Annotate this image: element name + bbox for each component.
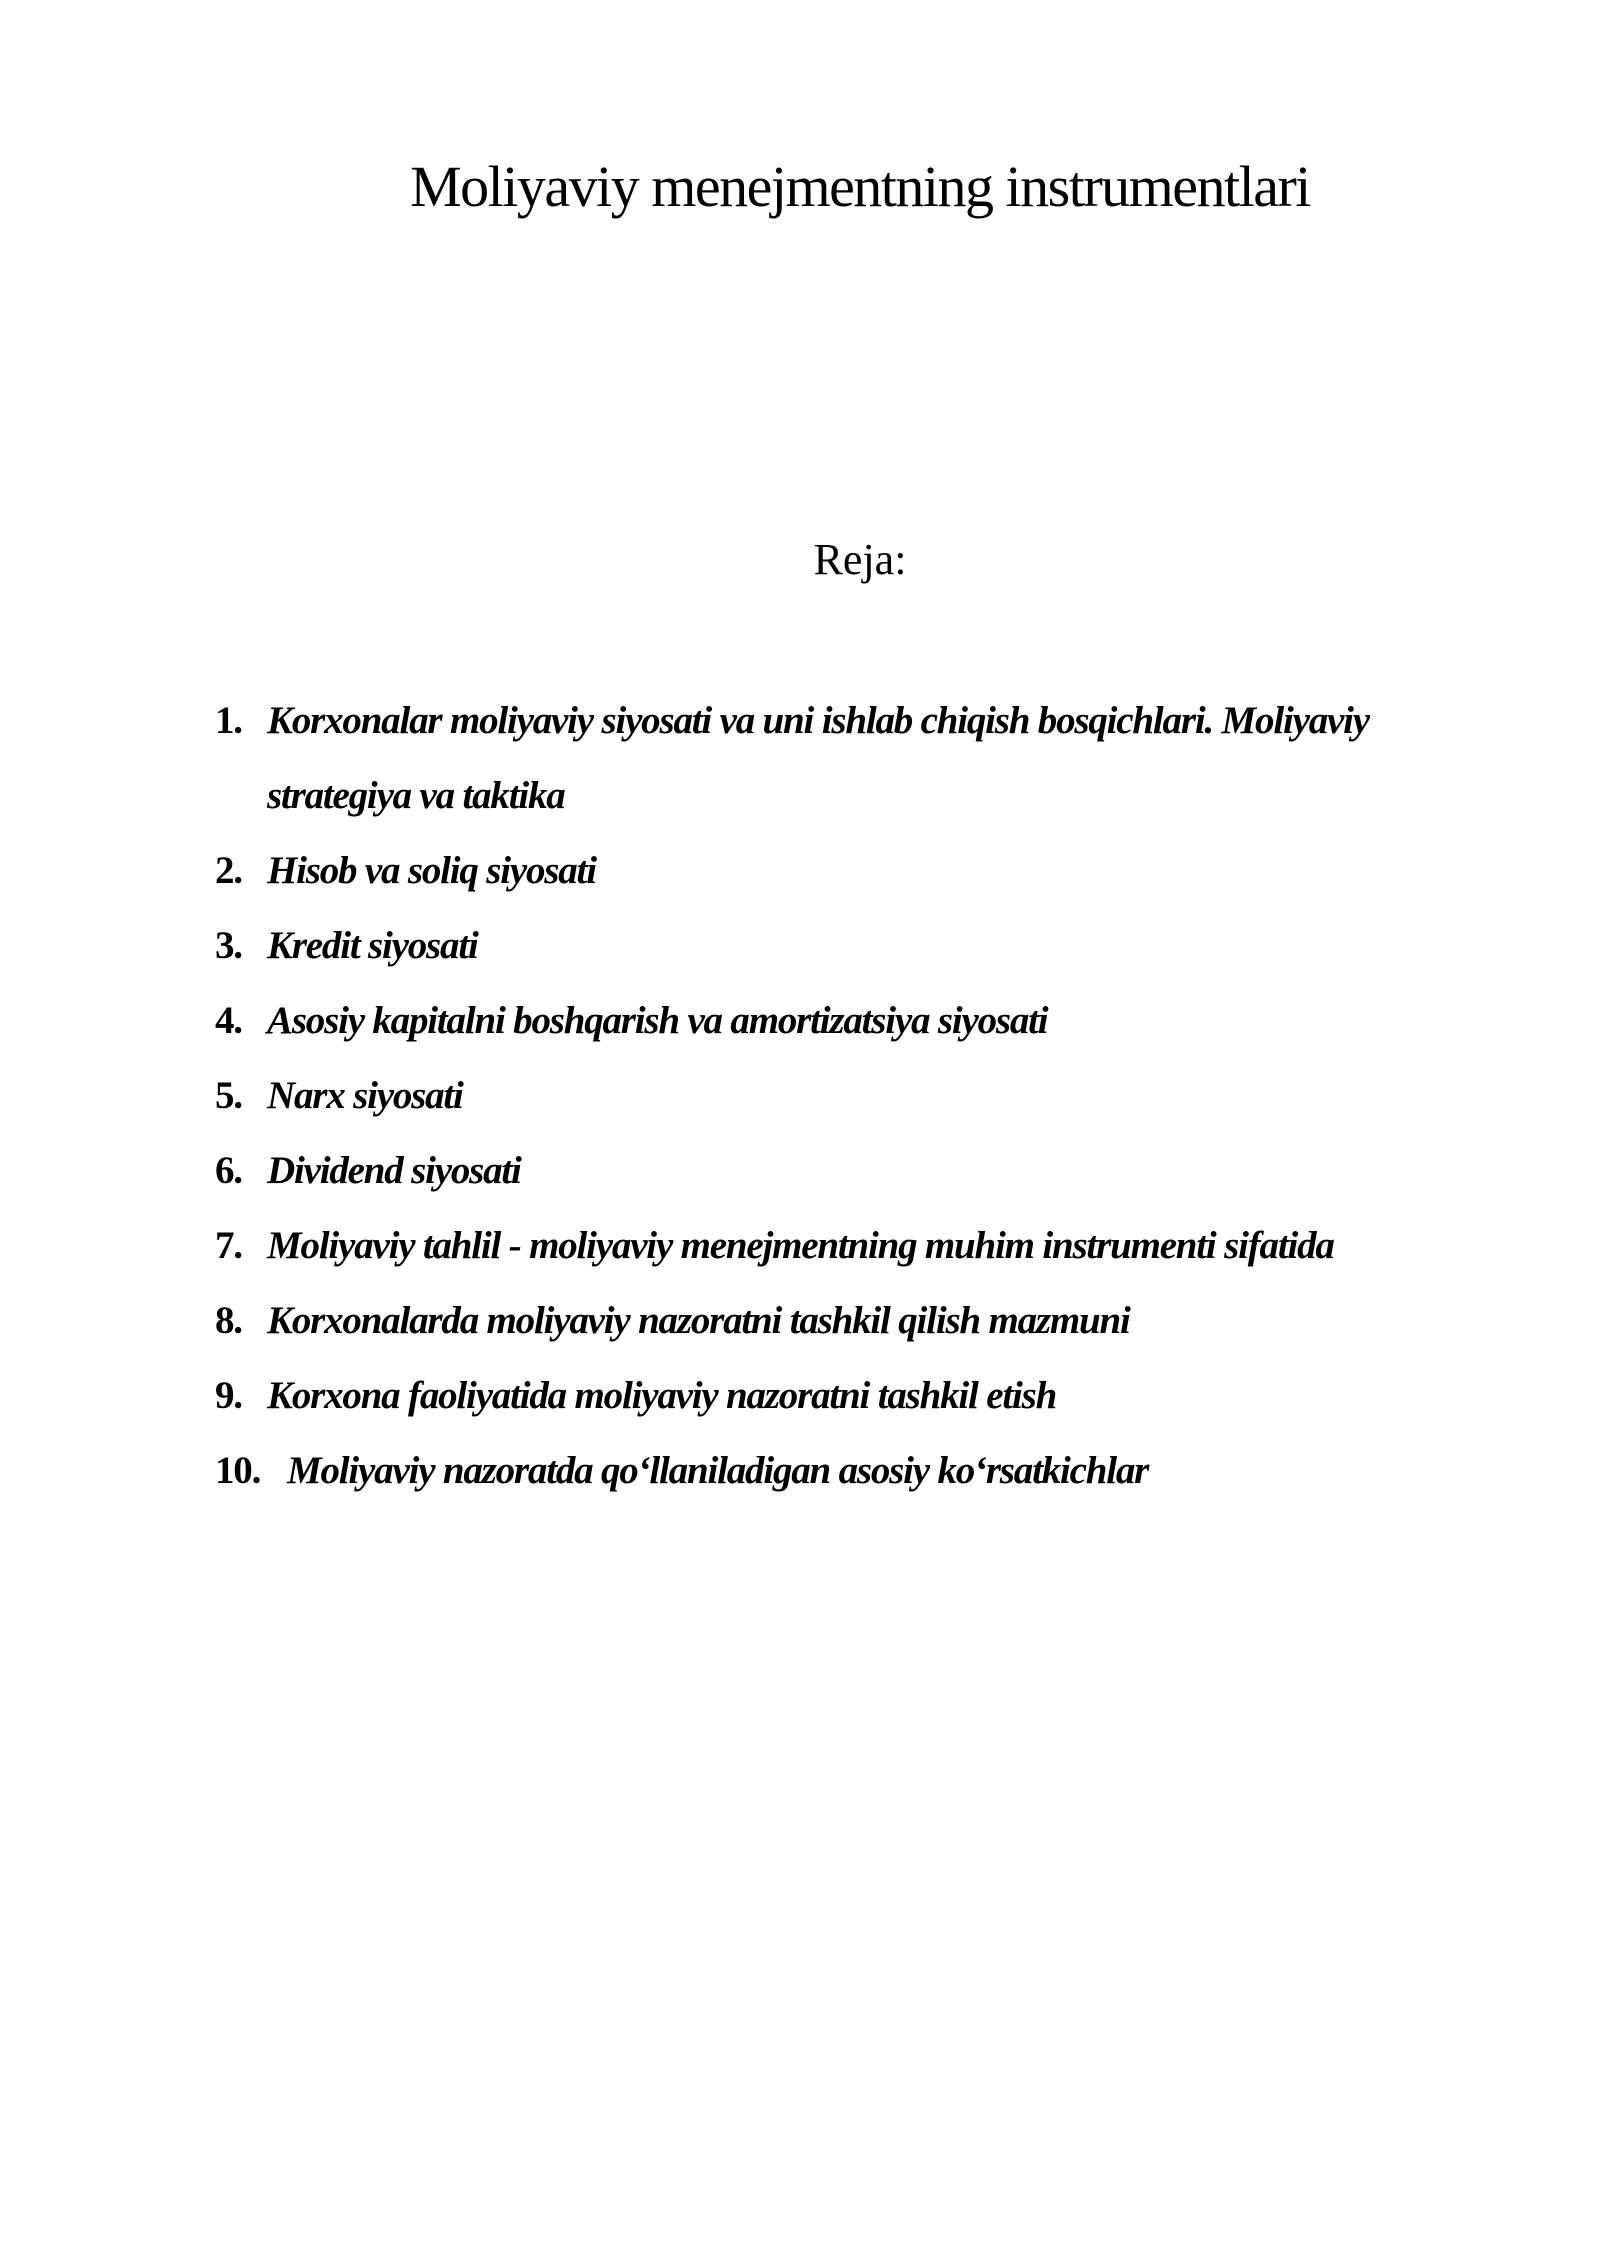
plan-item-6 — [215, 1133, 1515, 1208]
plan-item-10 — [215, 1433, 1515, 1508]
document-title: Moliyaviy menejmentning instrumentlari — [410, 154, 1310, 219]
plan-item-number: 7. — [215, 1224, 242, 1267]
plan-item-number: 4. — [215, 999, 242, 1042]
plan-item-text: Asosiy kapitalni boshqarish va amortizatsiya siyosati — [267, 999, 1048, 1042]
plan-item-text: Moliyaviy nazoratda qo‘llaniladigan asosiy ko‘rsatkichlar — [287, 1449, 1149, 1492]
plan-item-text: Narx siyosati — [267, 1074, 463, 1117]
plan-item-2 — [215, 833, 1515, 908]
plan-item-text: Moliyaviy tahlil - moliyaviy menejmentning muhim instrumenti sifatida — [267, 1224, 1334, 1267]
plan-item-number: 6. — [215, 1149, 242, 1192]
plan-item-number: 9. — [215, 1374, 242, 1417]
plan-item-number: 3. — [215, 924, 242, 967]
plan-item-number: 2. — [215, 849, 242, 892]
plan-item-text: Korxonalar moliyaviy siyosati va uni ishlab chiqish bosqichlari. Moliyaviy strategiya va taktika — [267, 699, 1369, 817]
plan-item-text: Korxona faoliyatida moliyaviy nazoratni tashkil etish — [267, 1374, 1057, 1417]
plan-item-1 — [215, 683, 1515, 833]
plan-item-number: 8. — [215, 1299, 242, 1342]
plan-item-5 — [215, 1058, 1515, 1133]
plan-item-number: 5. — [215, 1074, 242, 1117]
plan-item-number: 10. — [215, 1449, 261, 1492]
plan-item-7 — [215, 1208, 1515, 1283]
plan-item-8 — [215, 1283, 1515, 1358]
plan-item-text: Dividend siyosati — [267, 1149, 521, 1192]
plan-item-3 — [215, 908, 1515, 983]
plan-item-text: Hisob va soliq siyosati — [267, 849, 596, 892]
plan-list — [215, 683, 1515, 1508]
plan-item-number: 1. — [215, 699, 242, 742]
plan-heading: Reja: — [813, 535, 907, 584]
plan-item-text: Korxonalarda moliyaviy nazoratni tashkil qilish mazmuni — [267, 1299, 1130, 1342]
plan-item-text: Kredit siyosati — [267, 924, 478, 967]
plan-item-4 — [215, 983, 1515, 1058]
plan-item-9 — [215, 1358, 1515, 1433]
